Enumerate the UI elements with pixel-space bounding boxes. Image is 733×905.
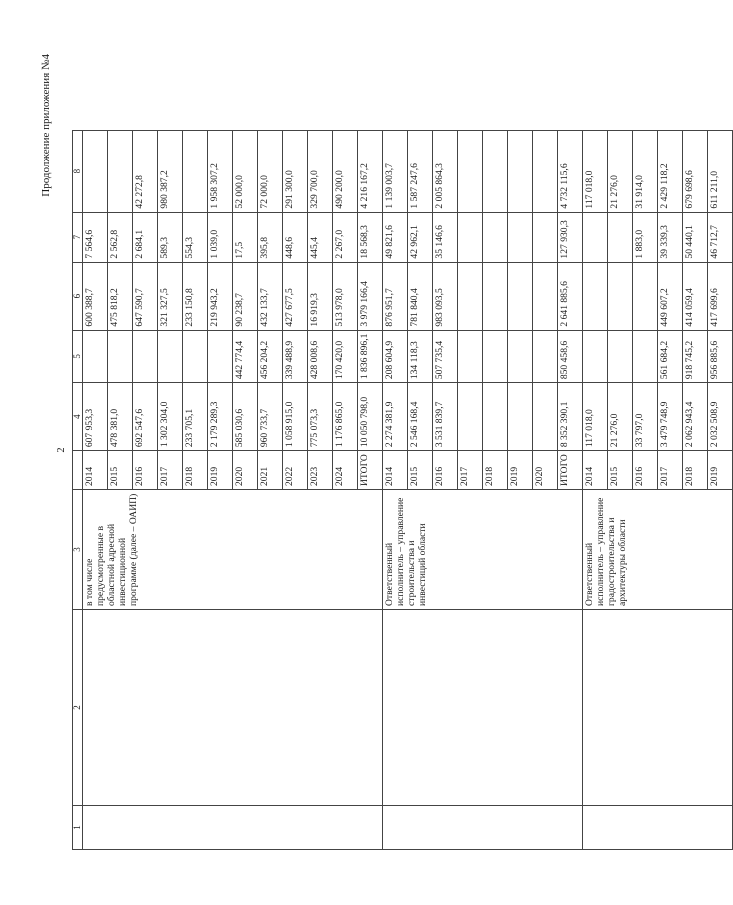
page-number: 2 bbox=[56, 447, 67, 453]
value-cell-c6: 16 919,3 bbox=[308, 262, 333, 330]
value-cell-c5: 428 008,6 bbox=[308, 330, 333, 383]
value-cell-c4: 117 018,0 bbox=[583, 383, 608, 451]
value-cell-c8: 31 914,0 bbox=[633, 130, 658, 212]
value-cell-c4: 1 058 915,0 bbox=[283, 383, 308, 451]
value-cell-c6: 513 978,0 bbox=[333, 262, 358, 330]
value-cell-c7 bbox=[583, 212, 608, 262]
value-cell-c5 bbox=[183, 330, 208, 383]
section-col-2 bbox=[83, 610, 383, 806]
value-cell-c5 bbox=[483, 330, 508, 383]
value-cell-c7: 42 962,1 bbox=[408, 212, 433, 262]
column-number-row bbox=[73, 130, 83, 849]
value-cell-c5 bbox=[533, 330, 558, 383]
column-number: 2 bbox=[73, 610, 83, 806]
value-cell-c8 bbox=[483, 130, 508, 212]
value-cell-c5 bbox=[583, 330, 608, 383]
value-cell-c6 bbox=[608, 262, 633, 330]
value-cell-c7 bbox=[458, 212, 483, 262]
value-cell-c8 bbox=[508, 130, 533, 212]
value-cell-c4: 33 797,0 bbox=[633, 383, 658, 451]
value-cell-c8: 42 272,8 bbox=[133, 130, 158, 212]
year-cell: 2018 bbox=[483, 451, 508, 490]
value-cell-c6 bbox=[533, 262, 558, 330]
column-number: 4 bbox=[73, 383, 83, 451]
year-cell: 2014 bbox=[383, 451, 408, 490]
value-cell-c8: 2 005 864,3 bbox=[433, 130, 458, 212]
value-cell-c7: 445,4 bbox=[308, 212, 333, 262]
value-cell-c5: 561 684,2 bbox=[658, 330, 683, 383]
year-cell: ИТОГО bbox=[558, 451, 583, 490]
value-cell-c6: 983 093,5 bbox=[433, 262, 458, 330]
value-cell-c4: 585 030,6 bbox=[233, 383, 258, 451]
value-cell-c5: 339 488,9 bbox=[283, 330, 308, 383]
value-cell-c5: 918 745,2 bbox=[683, 330, 708, 383]
year-cell: 2018 bbox=[183, 451, 208, 490]
column-number: 7 bbox=[73, 212, 83, 262]
table-row bbox=[583, 130, 608, 849]
value-cell-c8: 1 139 003,7 bbox=[383, 130, 408, 212]
year-cell: 2015 bbox=[608, 451, 633, 490]
value-cell-c8: 52 000,0 bbox=[233, 130, 258, 212]
value-cell-c6: 417 699,6 bbox=[708, 262, 733, 330]
value-cell-c7: 17,5 bbox=[233, 212, 258, 262]
value-cell-c8: 291 300,0 bbox=[283, 130, 308, 212]
value-cell-c8: 1 958 307,2 bbox=[208, 130, 233, 212]
table-row bbox=[383, 130, 408, 849]
year-cell: ИТОГО bbox=[358, 451, 383, 490]
year-cell: 2015 bbox=[408, 451, 433, 490]
value-cell-c4: 21 276,0 bbox=[608, 383, 633, 451]
value-cell-c7 bbox=[483, 212, 508, 262]
value-cell-c6: 321 327,5 bbox=[158, 262, 183, 330]
value-cell-c5 bbox=[508, 330, 533, 383]
value-cell-c7: 1 039,0 bbox=[208, 212, 233, 262]
value-cell-c5 bbox=[158, 330, 183, 383]
value-cell-c4: 1 176 865,0 bbox=[333, 383, 358, 451]
value-cell-c8: 1 587 247,6 bbox=[408, 130, 433, 212]
year-cell: 2016 bbox=[633, 451, 658, 490]
year-cell: 2017 bbox=[458, 451, 483, 490]
value-cell-c6: 3 979 166,4 bbox=[358, 262, 383, 330]
value-cell-c5 bbox=[208, 330, 233, 383]
year-cell: 2014 bbox=[83, 451, 108, 490]
value-cell-c8: 72 000,0 bbox=[258, 130, 283, 212]
value-cell-c7: 46 712,7 bbox=[708, 212, 733, 262]
value-cell-c6: 475 818,2 bbox=[108, 262, 133, 330]
value-cell-c5: 850 458,6 bbox=[558, 330, 583, 383]
value-cell-c4: 2 274 381,9 bbox=[383, 383, 408, 451]
value-cell-c6: 600 388,7 bbox=[83, 262, 108, 330]
year-cell: 2016 bbox=[133, 451, 158, 490]
value-cell-c4 bbox=[483, 383, 508, 451]
value-cell-c6 bbox=[508, 262, 533, 330]
value-cell-c7: 1 883,0 bbox=[633, 212, 658, 262]
value-cell-c6: 427 677,5 bbox=[283, 262, 308, 330]
column-number: 1 bbox=[73, 806, 83, 850]
year-cell: 2020 bbox=[533, 451, 558, 490]
value-cell-c6: 432 133,7 bbox=[258, 262, 283, 330]
year-cell: 2019 bbox=[208, 451, 233, 490]
value-cell-c8: 2 429 118,2 bbox=[658, 130, 683, 212]
year-cell: 2023 bbox=[308, 451, 333, 490]
value-cell-c6: 233 150,8 bbox=[183, 262, 208, 330]
section-description: Ответственный исполнитель – управление градостроительства и архитектуры области bbox=[583, 490, 733, 610]
value-cell-c6 bbox=[633, 262, 658, 330]
value-cell-c6 bbox=[458, 262, 483, 330]
value-cell-c8: 611 211,0 bbox=[708, 130, 733, 212]
value-cell-c8: 679 698,6 bbox=[683, 130, 708, 212]
value-cell-c6 bbox=[483, 262, 508, 330]
rotated-sheet bbox=[40, 40, 720, 860]
value-cell-c5: 956 885,6 bbox=[708, 330, 733, 383]
column-number: 6 bbox=[73, 262, 83, 330]
value-cell-c5: 442 774,4 bbox=[233, 330, 258, 383]
value-cell-c4: 960 733,7 bbox=[258, 383, 283, 451]
value-cell-c8 bbox=[183, 130, 208, 212]
value-cell-c7: 395,8 bbox=[258, 212, 283, 262]
value-cell-c4: 775 073,3 bbox=[308, 383, 333, 451]
value-cell-c8: 117 018,0 bbox=[583, 130, 608, 212]
value-cell-c4: 3 479 748,9 bbox=[658, 383, 683, 451]
value-cell-c7: 589,3 bbox=[158, 212, 183, 262]
value-cell-c7: 2 562,8 bbox=[108, 212, 133, 262]
year-cell: 2019 bbox=[708, 451, 733, 490]
value-cell-c8: 980 387,2 bbox=[158, 130, 183, 212]
section-col-2 bbox=[583, 610, 733, 806]
value-cell-c4: 2 546 168,4 bbox=[408, 383, 433, 451]
value-cell-c7: 2 684,1 bbox=[133, 212, 158, 262]
value-cell-c7 bbox=[533, 212, 558, 262]
year-cell: 2016 bbox=[433, 451, 458, 490]
value-cell-c5: 170 420,0 bbox=[333, 330, 358, 383]
value-cell-c7: 35 146,6 bbox=[433, 212, 458, 262]
value-cell-c5: 456 204,2 bbox=[258, 330, 283, 383]
year-cell: 2018 bbox=[683, 451, 708, 490]
value-cell-c8 bbox=[533, 130, 558, 212]
year-cell: 2021 bbox=[258, 451, 283, 490]
year-cell: 2015 bbox=[108, 451, 133, 490]
value-cell-c5 bbox=[608, 330, 633, 383]
value-cell-c6: 449 607,2 bbox=[658, 262, 683, 330]
value-cell-c8 bbox=[83, 130, 108, 212]
value-cell-c6 bbox=[583, 262, 608, 330]
value-cell-c4: 233 705,1 bbox=[183, 383, 208, 451]
value-cell-c7: 39 339,3 bbox=[658, 212, 683, 262]
section-col-1 bbox=[83, 806, 383, 850]
column-number: 8 bbox=[73, 130, 83, 212]
year-cell: 2020 bbox=[233, 451, 258, 490]
value-cell-c7: 554,3 bbox=[183, 212, 208, 262]
appendix-title: Продолжение приложения №4 bbox=[40, 54, 52, 197]
financing-table bbox=[72, 130, 733, 850]
section-col-1 bbox=[583, 806, 733, 850]
value-cell-c4: 8 352 390,1 bbox=[558, 383, 583, 451]
value-cell-c8 bbox=[108, 130, 133, 212]
value-cell-c4: 3 531 839,7 bbox=[433, 383, 458, 451]
value-cell-c6: 781 840,4 bbox=[408, 262, 433, 330]
value-cell-c4: 2 062 943,4 bbox=[683, 383, 708, 451]
value-cell-c4 bbox=[533, 383, 558, 451]
table-row bbox=[83, 130, 108, 849]
value-cell-c5 bbox=[458, 330, 483, 383]
value-cell-c6: 876 951,7 bbox=[383, 262, 408, 330]
value-cell-c5: 1 836 896,1 bbox=[358, 330, 383, 383]
value-cell-c8: 4 732 115,6 bbox=[558, 130, 583, 212]
value-cell-c8: 4 216 167,2 bbox=[358, 130, 383, 212]
value-cell-c5: 134 118,3 bbox=[408, 330, 433, 383]
value-cell-c7: 2 267,0 bbox=[333, 212, 358, 262]
value-cell-c4 bbox=[458, 383, 483, 451]
value-cell-c4: 478 381,0 bbox=[108, 383, 133, 451]
value-cell-c7: 448,6 bbox=[283, 212, 308, 262]
value-cell-c5 bbox=[108, 330, 133, 383]
value-cell-c4: 2 032 508,9 bbox=[708, 383, 733, 451]
value-cell-c6: 219 943,2 bbox=[208, 262, 233, 330]
value-cell-c5: 208 604,9 bbox=[383, 330, 408, 383]
value-cell-c7: 50 440,1 bbox=[683, 212, 708, 262]
value-cell-c7 bbox=[508, 212, 533, 262]
section-description: Ответственный исполнитель – управление строительства и инвестиций области bbox=[383, 490, 583, 610]
value-cell-c8: 490 200,0 bbox=[333, 130, 358, 212]
value-cell-c5: 507 735,4 bbox=[433, 330, 458, 383]
section-col-2 bbox=[383, 610, 583, 806]
value-cell-c8: 329 700,0 bbox=[308, 130, 333, 212]
value-cell-c7: 127 930,3 bbox=[558, 212, 583, 262]
value-cell-c5 bbox=[83, 330, 108, 383]
value-cell-c5 bbox=[633, 330, 658, 383]
year-cell: 2014 bbox=[583, 451, 608, 490]
value-cell-c5 bbox=[133, 330, 158, 383]
column-number: 5 bbox=[73, 330, 83, 383]
value-cell-c4: 1 302 304,0 bbox=[158, 383, 183, 451]
year-cell: 2017 bbox=[158, 451, 183, 490]
value-cell-c4: 692 547,6 bbox=[133, 383, 158, 451]
year-cell: 2024 bbox=[333, 451, 358, 490]
value-cell-c6: 414 059,4 bbox=[683, 262, 708, 330]
value-cell-c7: 18 568,3 bbox=[358, 212, 383, 262]
section-description: в том числе предусмотренные в областной адресной инвестиционной программе (далее – ОАИП) bbox=[83, 490, 383, 610]
value-cell-c6: 647 590,7 bbox=[133, 262, 158, 330]
value-cell-c4: 607 953,3 bbox=[83, 383, 108, 451]
value-cell-c8 bbox=[458, 130, 483, 212]
value-cell-c7 bbox=[608, 212, 633, 262]
year-cell: 2019 bbox=[508, 451, 533, 490]
value-cell-c7: 49 821,6 bbox=[383, 212, 408, 262]
value-cell-c7: 7 564,6 bbox=[83, 212, 108, 262]
value-cell-c6: 90 238,7 bbox=[233, 262, 258, 330]
column-number: 3 bbox=[73, 490, 83, 610]
value-cell-c8: 21 276,0 bbox=[608, 130, 633, 212]
value-cell-c4: 2 179 289,3 bbox=[208, 383, 233, 451]
column-number bbox=[73, 451, 83, 490]
value-cell-c6: 2 641 885,6 bbox=[558, 262, 583, 330]
value-cell-c4: 10 050 798,0 bbox=[358, 383, 383, 451]
section-col-1 bbox=[383, 806, 583, 850]
year-cell: 2017 bbox=[658, 451, 683, 490]
year-cell: 2022 bbox=[283, 451, 308, 490]
value-cell-c4 bbox=[508, 383, 533, 451]
